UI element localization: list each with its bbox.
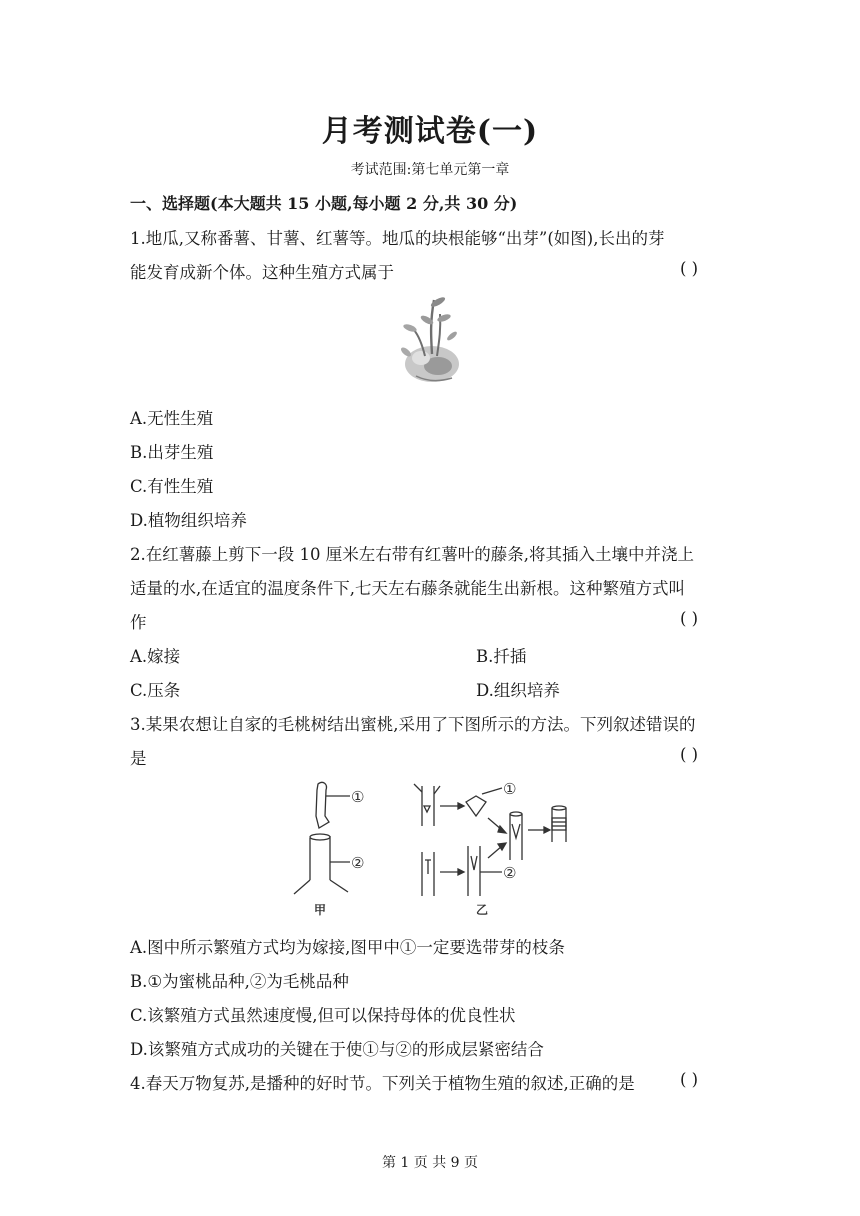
q2-option-c: C.压条: [130, 681, 181, 700]
q1-option-b: B.出芽生殖: [130, 443, 214, 462]
yi-marker-2: ②: [503, 864, 517, 882]
q3-stem-line-2: 是: [130, 749, 147, 768]
q3-option-b: B.①为蜜桃品种,②为毛桃品种: [130, 972, 349, 991]
q3-stem-line-1: 3.某果农想让自家的毛桃树结出蜜桃,采用了下图所示的方法。下列叙述错误的: [130, 715, 696, 734]
q3-option-c: C.该繁殖方式虽然速度慢,但可以保持母体的优良性状: [130, 1006, 516, 1025]
q3-option-d: D.该繁殖方式成功的关键在于使①与②的形成层紧密结合: [130, 1040, 544, 1059]
q2-stem-line-3: 作: [130, 613, 147, 632]
jia-stock: [310, 836, 330, 880]
q2-option-a: A.嫁接: [130, 647, 181, 666]
q2-stem-line-2: 适量的水,在适宜的温度条件下,七天左右藤条就能生出新根。这种繁殖方式叫: [130, 579, 685, 598]
label-jia: 甲: [314, 903, 327, 917]
jia-marker-1: ①: [351, 788, 365, 806]
q1-option-d: D.植物组织培养: [130, 511, 247, 530]
q1-option-a: A.无性生殖: [130, 409, 214, 428]
exam-scope: 考试范围:第七单元第一章: [350, 162, 510, 178]
yi-marker-1: ①: [503, 780, 517, 798]
jia-marker-2: ②: [351, 854, 365, 872]
q2-option-b: B.扦插: [476, 647, 527, 666]
q1-stem-line-1: 1.地瓜,又称番薯、甘薯、红薯等。地瓜的块根能够“出芽”(如图),长出的芽: [130, 229, 665, 248]
sweet-potato-sprouting-image: [394, 292, 468, 386]
section-heading: 一、选择题(本大题共 15 小题,每小题 2 分,共 30 分): [130, 194, 518, 213]
page-title: 月考测试卷(一): [321, 114, 539, 149]
q4-answer-paren: ( ): [680, 1070, 699, 1089]
q2-stem-line-1: 2.在红薯藤上剪下一段 10 厘米左右带有红薯叶的藤条,将其插入土壤中并浇上: [130, 545, 694, 564]
q1-stem-line-2: 能发育成新个体。这种生殖方式属于: [130, 263, 394, 282]
label-yi: 乙: [476, 903, 489, 917]
yi-bud: [466, 796, 486, 816]
q2-answer-paren: ( ): [680, 609, 699, 628]
q2-option-d: D.组织培养: [476, 681, 560, 700]
q1-option-c: C.有性生殖: [130, 477, 214, 496]
q1-answer-paren: ( ): [680, 259, 699, 278]
jia-scion: [316, 782, 329, 828]
page-number: 第 1 页 共 9 页: [381, 1155, 479, 1171]
q3-answer-paren: ( ): [680, 745, 699, 764]
q3-option-a: A.图中所示繁殖方式均为嫁接,图甲中①一定要选带芽的枝条: [130, 938, 565, 957]
q4-stem-line-1: 4.春天万物复苏,是播种的好时节。下列关于植物生殖的叙述,正确的是: [130, 1074, 635, 1093]
yi-final: [552, 808, 566, 842]
grafting-diagram: [290, 776, 580, 920]
